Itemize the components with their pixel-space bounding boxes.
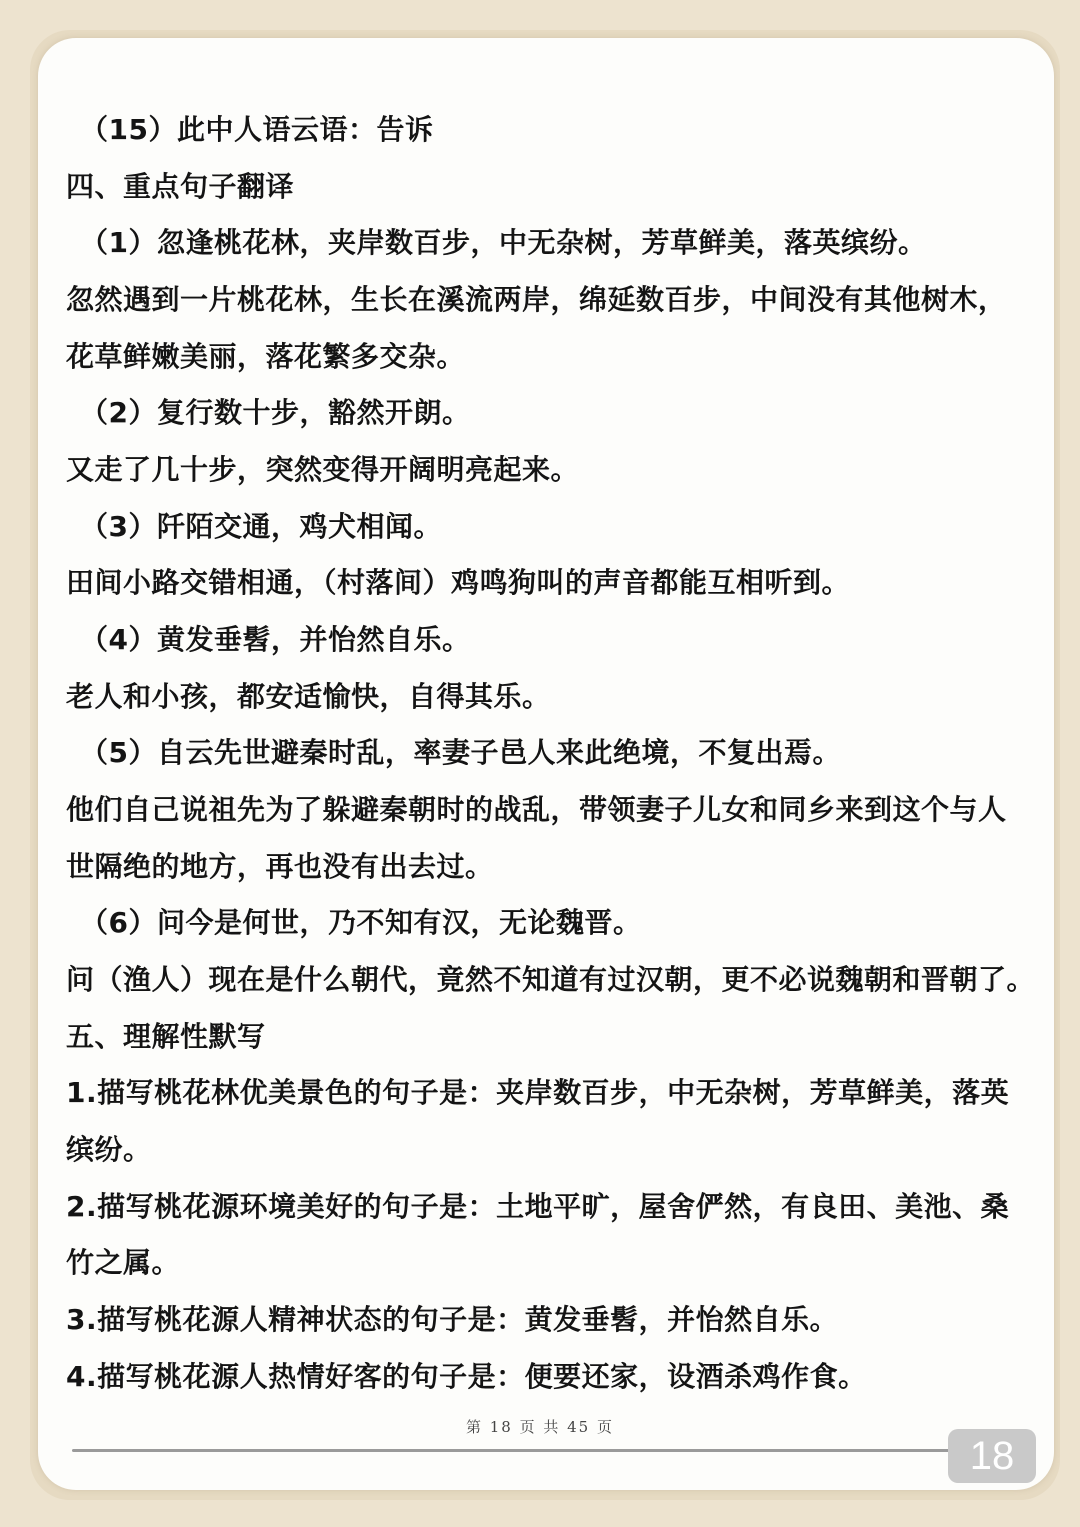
dictation-2-line-1: 2.描写桃花源环境美好的句子是：土地平旷，屋舍俨然，有良田、美池、桑 — [66, 1190, 1010, 1223]
page-number-badge: 18 — [948, 1429, 1036, 1483]
section-heading-dictation: 五、理解性默写 — [66, 1020, 266, 1053]
sentence-5-original: （5）自云先世避秦时乱，率妻子邑人来此绝境，不复出焉。 — [80, 736, 841, 769]
sentence-1-translation-line-1: 忽然遇到一片桃花林，生长在溪流两岸，绵延数百步，中间没有其他树木， — [66, 283, 1007, 316]
sentence-5-translation-line-2: 世隔绝的地方，再也没有出去过。 — [66, 850, 494, 883]
sentence-4-translation: 老人和小孩，都安适愉快，自得其乐。 — [66, 680, 551, 713]
footer-divider — [72, 1449, 952, 1452]
section-heading-translation: 四、重点句子翻译 — [66, 170, 295, 203]
dictation-1-line-2: 缤纷。 — [66, 1133, 152, 1166]
sentence-5-translation-line-1: 他们自己说祖先为了躲避秦朝时的战乱，带领妻子儿女和同乡来到这个与人 — [66, 793, 1007, 826]
dictation-4: 4.描写桃花源人热情好客的句子是：便要还家，设酒杀鸡作食。 — [66, 1360, 867, 1393]
sentence-6-translation: 问（渔人）现在是什么朝代，竟然不知道有过汉朝，更不必说魏朝和晋朝了。 — [66, 963, 1036, 996]
vocab-item-15: （15）此中人语云语：告诉 — [80, 113, 434, 146]
dictation-3: 3.描写桃花源人精神状态的句子是：黄发垂髫，并怡然自乐。 — [66, 1303, 839, 1336]
sentence-2-translation: 又走了几十步，突然变得开阔明亮起来。 — [66, 453, 580, 486]
sentence-4-original: （4）黄发垂髫，并怡然自乐。 — [80, 623, 471, 656]
sentence-3-translation: 田间小路交错相通，（村落间）鸡鸣狗叫的声音都能互相听到。 — [66, 566, 851, 599]
sentence-3-original: （3）阡陌交通，鸡犬相闻。 — [80, 510, 442, 543]
sentence-6-original: （6）问今是何世，乃不知有汉，无论魏晋。 — [80, 906, 642, 939]
dictation-2-line-2: 竹之属。 — [66, 1246, 181, 1279]
page-number-text: 第 18 页 共 45 页 — [465, 1418, 614, 1436]
sentence-1-original: （1）忽逢桃花林，夹岸数百步，中无杂树，芳草鲜美，落英缤纷。 — [80, 226, 927, 259]
sentence-2-original: （2）复行数十步，豁然开朗。 — [80, 396, 471, 429]
dictation-1-line-1: 1.描写桃花林优美景色的句子是：夹岸数百步，中无杂树，芳草鲜美，落英 — [66, 1076, 1010, 1109]
sentence-1-translation-line-2: 花草鲜嫩美丽，落花繁多交杂。 — [66, 340, 466, 373]
